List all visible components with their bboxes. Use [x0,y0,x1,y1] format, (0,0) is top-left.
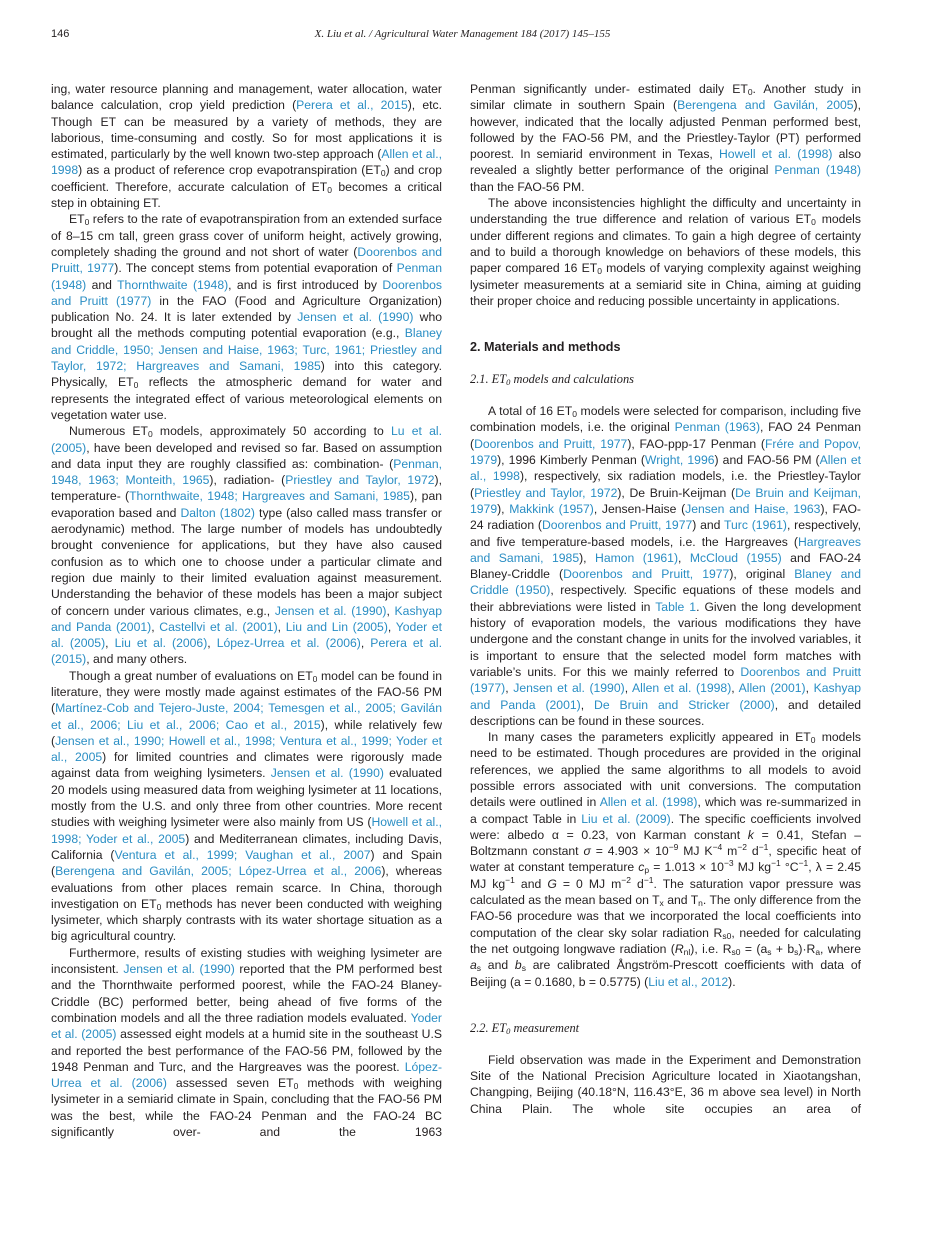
subscript: 0 [148,429,153,440]
citation-link[interactable]: Kashyap and Panda (2001) [51,603,442,634]
text-run: , and many others. [86,652,188,667]
text-run: MJ kg [733,860,772,875]
section-heading: 2. Materials and methods [470,340,621,355]
text-run: , FAO 24 Penman ( [470,420,861,451]
superscript: −1 [643,874,654,885]
text-run: , respectively. Specific equations of these models and their abbreviations were listed in [470,583,861,614]
subscript: 0 [810,735,816,746]
citation-link[interactable]: Liu et al., 2012 [648,974,729,989]
text-run: , [207,636,217,651]
superscript: −3 [723,858,734,869]
text-run: = 4.903 × 10 [590,844,669,859]
text-run: 2.2. ET [470,1020,507,1035]
paragraph [51,81,442,211]
math-symbol: G [547,876,557,891]
paragraph [51,668,442,945]
paragraph [470,81,861,195]
text-run: models were selected for comparison, including five combination models, i.e. the original [470,404,861,435]
text-run: ) and [692,518,725,533]
text-run: . The only difference from the FAO-56 procedure was that we incorporated the local coefficients into computation of the clear sky solar radiation R [470,893,862,940]
paragraph [470,729,861,990]
paragraph [470,195,861,309]
subscript: 0 [156,901,162,912]
text-run: ), etc. Though ET can be measured by a variety of methods, they are laborious, time-consuming and costly. So for most applications it is estimated, particularly by the well known two-step approach ( [51,98,442,162]
text-run: reflects the atmospheric demand for water and represents the integrated effect of various meteorological elements on vegetation water use. [51,375,443,422]
citation-link[interactable]: Doorenbos and Pruitt, 1977 [474,436,628,451]
text-run: ), i.e. R [690,941,732,956]
subscript: 0 [380,168,386,179]
subscript: 0 [84,217,90,228]
text-run: methods has never been conducted with weighing lysimeter, which sharply contrasts with its water shortage situation as a big agricultural country. [51,896,442,944]
text-run: Field observation was made in the Experiment and Demonstration Site of the National Precision Agriculture located in Xiaotangshan, Changping, Beijing (40.18°N, 116.43°E, 36 m above sea level) in North China Plain. The whole site occupies an area of [470,1052,861,1116]
text-run: ) and Mediterranean climates, including Davis, California ( [51,831,442,862]
subscript: 0 [293,1081,299,1092]
text-run: ), [497,501,510,516]
math-symbol: σ [583,844,591,859]
citation-link[interactable]: Priestley and Taylor, 1972 [474,485,618,500]
subscript: s [521,963,526,974]
text-run: ), temperature- ( [51,473,442,504]
subscript: s [476,963,482,974]
subsection-heading [470,371,861,387]
text-run: ), [579,550,596,565]
citation-link[interactable]: Blaney and Criddle, 1950; Jensen and Haise, 1963; Turc, 1961; Priestley and Taylor, 1972; Hargreaves and Samani, 1985 [51,326,442,374]
text-run: , λ = 2.45 MJ kg [470,860,862,891]
text-run: ), FAO-24 radiation ( [470,501,861,533]
citation-link[interactable]: De Bruin and Stricker (2000) [594,697,775,712]
text-run: ) and crop coefficient. Therefore, accurate calculation of ET [51,163,443,194]
subscript: 0 [327,184,332,195]
math-symbol: k [747,827,754,842]
subscript: s [767,946,772,957]
citation-link[interactable]: Penman (1948) [774,163,862,178]
citation-link[interactable]: Penman (1963) [674,420,761,435]
text-run: ) for limited countries and climates were rigorously made against data from weighing lysimeters. [51,750,442,781]
text-run: models of varying complexity against weighing lysimeter measurements at a semiarid site in China, aiming at guiding their proper choice and reducing possible uncertainty in applications. [470,261,861,308]
text-run: Penman significantly under- estimated daily ET [470,82,748,96]
subscript: s [794,946,799,957]
text-run: °C [780,860,799,875]
text-run: . The specific coefficients involved were: albedo α = 0.23, von Karman constant [470,811,861,842]
text-run: d [630,876,644,891]
citation-link[interactable]: Makkink (1957) [509,501,594,516]
citation-link[interactable]: Jensen et al. (1990) [123,962,235,977]
text-run: 2.1. ET [470,372,507,387]
text-run: are calibrated Ångström-Prescott coefficients with data of Beijing (a = 0.1680, b = 0.5775) ( [470,958,861,989]
text-run: ), original [729,567,795,582]
text-run: , [580,697,595,712]
citation-link[interactable]: Yoder et al. (2005) [51,1010,442,1042]
subscript: s0 [722,930,732,941]
text-run: becomes a critical step in obtaining ET. [51,179,443,211]
text-run: and [86,277,118,292]
citation-link[interactable]: Jensen et al., 1990; Howell et al., 1998; Ventura et al., 1999; Yoder et al., 2005 [51,733,442,765]
text-run: d [747,844,759,859]
text-run: ), radiation- ( [209,473,286,488]
text-run: and [514,876,548,891]
text-run: reported that the PM performed best and the Thornthwaite performed poorest, while the FAO-24 Blaney-Criddle (BC) performed better, being ahead of five forms of the combination models and all the three radiation models evaluated. [51,962,442,1025]
paragraph [51,211,442,423]
math-symbol: a [470,958,477,973]
citation-link[interactable]: Frére and Popov, 1979 [470,436,862,468]
citation-link[interactable]: Jensen et al. (1990) [297,310,414,325]
text-run: than the FAO-56 PM. [470,179,585,194]
text-run: m [722,844,738,859]
citation-link[interactable]: Doorenbos and Pruitt (1977) [470,664,861,696]
text-run: models under different regions and climates. To gain a high degree of certainty and to build a thorough knowledge on behaviors of these models, this paper compared 16 ET [470,212,861,276]
math-symbol: b [514,958,522,973]
math-symbol: R [674,941,684,956]
subscript: 0 [597,266,602,277]
text-run: ) and FAO-56 PM ( [714,453,820,468]
text-run: , [624,681,633,696]
citation-link[interactable]: Hamon (1961) [595,550,679,565]
text-run: also revealed a slightly better performance of the original [470,147,861,178]
citation-link[interactable]: López-Urrea et al. (2006) [51,1059,442,1091]
text-run: ), pan evaporation based and [51,489,443,520]
page-number: 146 [51,28,70,40]
text-run: , needed for calculating the net outgoing longwave radiation ( [470,925,861,956]
text-run: , [277,619,286,634]
text-run: ). The concept stems from potential evaporation of [114,261,397,276]
citation-link[interactable]: De Bruin and Keijman, 1979 [470,485,861,516]
text-run: , [151,619,160,634]
citation-link[interactable]: Berengena and Gavilán, 2005; López-Urrea et al., 2006 [55,864,382,879]
text-run: Numerous ET [69,424,148,439]
text-run: model can be found in literature, they were mostly made against estimates of the FAO-56 PM ( [51,668,442,716]
text-run: , [678,550,690,565]
superscript: −1 [798,858,809,869]
citation-link[interactable]: Jensen et al. (1990) [270,766,384,781]
superscript: −2 [737,842,748,853]
subscript: 0 [506,1025,511,1036]
text-run: assessed eight models at a humid site in the southeast U.S and reported the best performance of the FAO-56 PM, followed by the 1948 Penman and Turc, and the Hargreaves was the poorest. [51,1027,442,1074]
text-run: ing, water resource planning and management, water allocation, water balance calculation, crop yield prediction ( [51,82,442,113]
citation-link[interactable]: Liu et al. (2006) [114,636,208,651]
subscript: 0 [747,87,753,97]
superscript: −2 [621,874,631,885]
citation-link[interactable]: Jensen and Haise, 1963 [685,501,821,516]
text-run: , Jensen-Haise ( [593,501,686,516]
citation-link[interactable]: Penman, 1948, 1963; Monteith, 1965 [51,456,442,488]
citation-link[interactable]: Jensen et al. (1990) [274,603,387,618]
subscript: x [659,898,664,909]
text-run: = (a [740,941,768,956]
citation-link[interactable]: Thornthwaite (1948) [117,277,229,292]
text-run: ET [69,212,85,227]
paragraph [51,423,442,667]
citation-link[interactable]: Wright, 1996 [644,453,715,468]
citation-link[interactable]: Blaney and Criddle (1950) [470,567,861,598]
paragraph [470,403,861,729]
citation-link[interactable]: Kashyap and Panda (2001) [470,681,862,712]
superscript: −1 [505,874,515,885]
text-run: , [731,681,739,696]
right-column [470,81,861,1117]
text-run: , and detailed descriptions can be found in these sources. [470,697,861,728]
text-run: ), De Bruin-Keijman ( [617,485,736,500]
text-run: assessed seven ET [166,1076,294,1091]
text-run: MJ K [678,844,713,859]
running-title: X. Liu et al. / Agricultural Water Management 184 (2017) 145–155 [314,28,611,40]
text-run: , [105,636,115,651]
text-run: In many cases the parameters explicitly appeared in ET [488,730,811,745]
text-run: , [386,603,395,618]
text-run: refers to the rate of evapotranspiration from an extended surface of 8–15 cm tall, green grass cover of uniform height, actively growing, completely shading the ground and not short of water ( [51,212,442,259]
citation-link[interactable]: López-Urrea et al. (2006) [216,636,361,651]
citation-link[interactable]: Jensen et al. (1990) [513,681,625,696]
text-run: . The saturation vapor pressure was calculated as the mean based on T [470,876,862,908]
text-run: A total of 16 ET [488,404,573,419]
text-run: Furthermore, results of existing studies with weighing lysimeter are inconsistent. [51,945,442,977]
text-run: Though a great number of evaluations on ET [69,668,313,683]
text-run: in the FAO (Food and Agriculture Organization) publication No. 24. It is later extended by [51,293,442,325]
text-run: ), 1996 Kimberly Penman ( [497,453,645,468]
text-run: + b [771,941,795,956]
text-run: ). [728,974,736,989]
text-run: models need to be estimated. Though procedures are provided in the original references, we applied the same algorithms to all models to avoid possible errors associated with unit conversions. The computation details were outlined in [470,730,861,810]
citation-link[interactable]: Yoder et al. (2005) [51,619,443,651]
text-run: type (also called mass transfer or aerodynamic) method. The large number of models has undoubtedly brought convenience for applications, but they have also caused confusion as to which one to choose under a particular climate and region due mainly to their limited evaluation against measurement. Understanding the behavior of these models has been a major subject of concern under various climates, e.g., [51,505,442,618]
subscript: p [644,865,650,876]
citation-link[interactable]: Turc (1961) [724,518,787,533]
text-run: )·R [798,941,816,956]
text-run: , have been developed and revised so far. Based on assumption and data input they are roughly classified as: combination- ( [51,440,442,471]
text-run: ), whereas evaluations from other places remain scarce. In China, thorough investigation on ET [51,864,442,911]
superscript: −1 [771,858,781,869]
citation-link[interactable]: Howell et al., 1998; Yoder et al., 2005 [51,815,442,846]
citation-link[interactable]: Castellvi et al. (2001) [159,619,278,634]
citation-link[interactable]: Allen et al. (1998) [599,795,698,810]
citation-link[interactable]: Liu and Lin (2005) [285,619,388,634]
citation-link[interactable]: Doorenbos and Pruitt, 1977 [51,244,442,276]
text-run: = 1.013 × 10 [649,860,724,875]
text-run: ) as a product of reference crop evapotranspiration (ET [78,163,381,178]
subscript: 0 [312,673,318,684]
paragraph [470,1052,861,1117]
text-run: and T [663,893,699,908]
citation-link[interactable]: Doorenbos and Pruitt, 1977 [563,567,730,582]
text-run: ) into this category. Physically, ET [51,359,442,390]
text-run: measurement [510,1020,580,1035]
citation-link[interactable]: Penman (1948) [51,261,442,292]
superscript: −1 [758,842,769,853]
text-run: ), while relatively few ( [51,717,443,748]
text-run: . Given the long development history of evaporation models, the various modifications they have undergone and the constant change in units for the involved variables, it is important to ensure that the selected model form matches with variable’s units. For this we mainly referred to [470,599,861,679]
text-run: , specific heat of water at constant temperature [470,844,861,875]
subscript: a [815,946,821,957]
text-run: and [481,958,515,973]
citation-link[interactable]: Allen et al., 1998 [51,147,442,178]
citation-link[interactable]: McCloud (1955) [689,550,782,565]
text-run: The above inconsistencies highlight the difficulty and uncertainty in understanding the true difference and relation of various ET [470,196,861,227]
text-run: , [387,619,396,634]
text-run: who brought all the methods computing potential evaporation (e.g., [51,310,442,341]
text-run: , [360,636,371,651]
citation-link[interactable]: Allen et al., 1998 [470,453,861,484]
text-run: models, approximately 50 according to [152,424,392,439]
citation-link[interactable]: Perera et al. (2015) [51,636,442,667]
paragraph [51,945,442,1141]
subscript: s0 [731,946,741,957]
subscript: n [698,898,703,909]
citation-link[interactable]: Liu et al. (2009) [581,811,671,826]
text-run: = 0.41, Stefan – Boltzmann constant [470,827,861,859]
subsection-heading [470,1020,861,1036]
math-symbol: c [638,860,645,875]
citation-link[interactable]: Doorenbos and Pruitt (1977) [51,277,442,308]
citation-link[interactable]: Doorenbos and Pruitt, 1977 [541,518,693,533]
citation-link[interactable]: Thornthwaite, 1948; Hargreaves and Samani, 1985 [129,489,410,504]
text-run: , [505,681,514,696]
text-run: , [805,681,814,696]
citation-link[interactable]: Berengena and Gavilán, 2005 [677,98,854,113]
text-run: evaluated 20 models using measured data from weighing lysimeter at 11 locations, mostly from the U.S. and only three from other countries. More recent studies with weighing lysimeter were also mainly from US ( [51,766,442,830]
subscript: nl [683,946,691,957]
text-run: = 0 MJ m [556,876,622,891]
subscript: 0 [572,409,577,420]
subscript: 0 [506,377,511,388]
text-run: , where [820,941,862,956]
text-run: and FAO-24 Blaney-Criddle ( [470,550,861,582]
citation-link[interactable]: Ventura et al., 1999; Vaughan et al., 2007 [114,847,371,862]
citation-link[interactable]: Allen (2001) [738,681,806,696]
left-column [51,81,442,1140]
text-run: , respectively, and five temperature-based models, i.e. the Hargreaves ( [470,518,861,549]
text-run: . Another study in similar climate in southern Spain ( [470,82,861,113]
citation-link[interactable]: Dalton (1802) [180,505,255,520]
citation-link[interactable]: Table 1 [655,599,697,614]
subscript: 0 [133,380,139,391]
subscript: 0 [811,217,816,228]
citation-link[interactable]: Howell et al. (1998) [719,147,833,162]
text-run: ), respectively, six radiation models, i.e. the Priestley-Taylor ( [470,469,861,500]
citation-link[interactable]: Perera et al., 2015 [296,98,408,113]
text-run: models and calculations [510,372,634,387]
text-run: ), FAO-ppp-17 Penman ( [627,436,765,451]
text-run: , which was re-summarized in a compact Table in [470,795,861,826]
citation-link[interactable]: Priestley and Taylor, 1972 [285,473,435,488]
citation-link[interactable]: Hargreaves and Samani, 1985 [470,534,861,565]
text-run: ) and Spain ( [51,847,442,879]
citation-link[interactable]: Martínez-Cob and Tejero-Juste, 2004; Temesgen et al., 2005; Gavilán et al., 2006; Liu et al., 2006; Cao et al., 2015 [51,701,442,732]
citation-link[interactable]: Allen et al. (1998) [632,681,732,696]
superscript: −9 [668,842,679,853]
text-run: methods with weighing lysimeter in a semiarid climate in Spain, concluding that the FAO-56 PM was the best, while the FAO-24 Penman and the FAO-24 BC significantly over- and the 1963 [51,1076,442,1139]
text-run: , and is first introduced by [228,277,383,292]
text-run: ), however, indicated that the locally adjusted Penman performed best, followed by the FAO-56 PM, and the Priestley-Taylor (PT) performed poorest. In semiarid environment in Texas, [470,98,861,162]
superscript: −4 [712,842,723,853]
citation-link[interactable]: Lu et al. (2005) [51,424,442,455]
